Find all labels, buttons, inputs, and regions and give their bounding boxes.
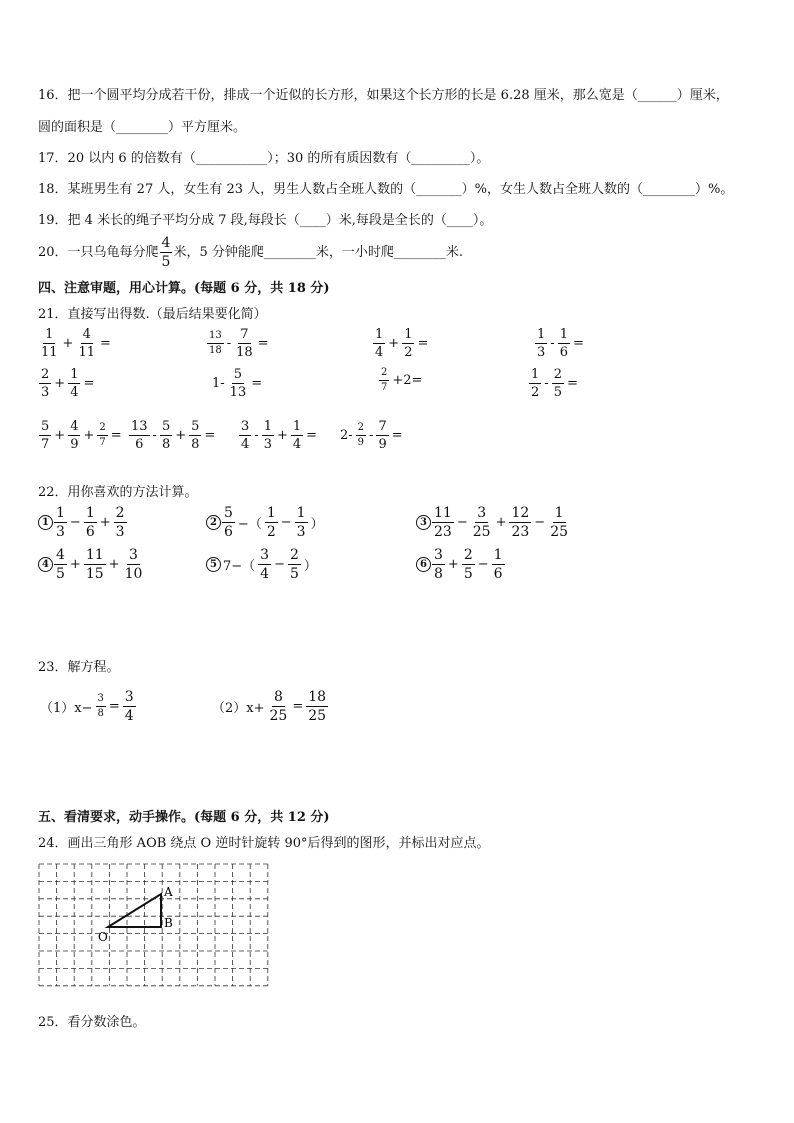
fraction: $\frac{4}{11}$ bbox=[78, 327, 95, 360]
q17: 17．20 以内 6 的倍数有（___________）；30 的所有质因数有（_________）。 bbox=[38, 151, 490, 166]
fraction: $\frac{3}{25}$ bbox=[472, 505, 491, 540]
fraction: $\frac{12}{23}$ bbox=[511, 505, 530, 540]
q24: 24．画出三角形 AOB 绕点 O 逆时针旋转 90°后得到的图形，并标出对应点。 bbox=[38, 836, 490, 851]
fraction: $\frac{1}{4}$ bbox=[292, 419, 302, 452]
q25: 25．看分数涂色。 bbox=[38, 1015, 146, 1030]
fraction: $\frac{2}{7}$ bbox=[99, 422, 106, 448]
q21-r1-p1: $\frac{1}{11}$ + $\frac{4}{11}$ = bbox=[41, 327, 111, 360]
q20-pre: 20．一只乌龟每分爬 bbox=[38, 245, 159, 260]
fraction: $\frac{11}{23}$ bbox=[434, 505, 452, 540]
fraction: $\frac{1}{6}$ bbox=[493, 547, 503, 582]
q22-p1: 1 $\frac{1}{3}$ − $\frac{1}{6}$ + $\frac{2}{3}$ bbox=[38, 506, 128, 539]
q23-eq2: （2）x+ $\frac{8}{25}$ = $\frac{18}{25}$ bbox=[212, 689, 327, 724]
q16-line2: 圆的面积是（________）平方厘米。 bbox=[38, 120, 247, 135]
q21-r3-p4: 2- $\frac{2}{9}$ - $\frac{7}{9}$ = bbox=[340, 419, 403, 452]
q22-p2: 2 $\frac{5}{6}$ −（ $\frac{1}{2}$ − $\frac{1}{3}$ ） bbox=[206, 506, 326, 539]
fraction: $\frac{5}{8}$ bbox=[191, 419, 200, 452]
fraction: $\frac{5}{7}$ bbox=[41, 419, 50, 452]
section-5-heading: 五、看清要求，动手操作。(每题 6 分，共 12 分) bbox=[38, 810, 330, 825]
section-4-heading: 四、注意审题，用心计算。(每题 6 分，共 18 分) bbox=[38, 281, 330, 296]
fraction: $\frac{1}{4}$ bbox=[375, 327, 384, 360]
q16-line1: 16．把一个圆平均分成若干份，排成一个近似的长方形，如果这个长方形的长是 6.28 厘米，那么宽是（______）厘米， bbox=[38, 88, 729, 103]
q21-r1-p4: $\frac{1}{3}$ - $\frac{1}{6}$ = bbox=[537, 327, 584, 360]
fraction: $\frac{7}{18}$ bbox=[236, 327, 253, 360]
fraction: $\frac{1}{25}$ bbox=[550, 505, 569, 540]
fraction: $\frac{3}{4}$ bbox=[241, 419, 250, 452]
q23-eq1: （1）x− $\frac{3}{8}$ = $\frac{3}{4}$ bbox=[40, 689, 134, 724]
fraction: $\frac{3}{4}$ bbox=[124, 689, 134, 724]
fraction: $\frac{1}{2}$ bbox=[404, 327, 413, 360]
fraction: $\frac{1}{3}$ bbox=[296, 505, 306, 540]
label-o: O bbox=[98, 930, 108, 944]
rotation-grid bbox=[38, 863, 270, 995]
fraction: $\frac{4}{5}$ bbox=[56, 547, 65, 582]
q21-r2-p1: $\frac{2}{3}$ + $\frac{1}{4}$ = bbox=[41, 367, 95, 400]
fraction: $\frac{3}{10}$ bbox=[124, 547, 143, 582]
fraction: $\frac{1}{4}$ bbox=[70, 367, 79, 400]
q21-r3-p2: $\frac{13}{6}$ - $\frac{5}{8}$ + $\frac{5}{8}$ = bbox=[131, 419, 216, 452]
fraction: $\frac{2}{5}$ bbox=[553, 367, 562, 400]
q20-post: 米，5 分钟能爬________米，一小时爬________米. bbox=[173, 245, 464, 260]
fraction: $\frac{2}{5}$ bbox=[290, 547, 299, 582]
fraction: $\frac{1}{3}$ bbox=[537, 327, 546, 360]
label-a: A bbox=[164, 885, 173, 899]
fraction: $\frac{2}{7}$ bbox=[381, 367, 388, 393]
q21-r3-p3: $\frac{3}{4}$ - $\frac{1}{3}$ + $\frac{1}{4}$ = bbox=[241, 419, 318, 452]
fraction: $\frac{2}{3}$ bbox=[41, 367, 50, 400]
fraction: $\frac{5}{6}$ bbox=[224, 505, 233, 540]
q22-p5: 5 7−（ $\frac{3}{4}$ − $\frac{2}{5}$ ） bbox=[206, 548, 319, 581]
fraction: $\frac{8}{25}$ bbox=[269, 689, 288, 724]
circled-number: 2 bbox=[206, 515, 221, 530]
fraction: $\frac{5}{13}$ bbox=[229, 367, 247, 400]
q19: 19．把 4 米长的绳子平均分成 7 段,每段长（____）米,每段是全长的（____）。 bbox=[38, 213, 493, 228]
q21-r2-p3: $\frac{2}{7}$ +2= bbox=[381, 367, 423, 393]
q21-r3-p1: $\frac{5}{7}$ + $\frac{4}{9}$ + $\frac{2}{7}$ = bbox=[41, 419, 122, 452]
q23-title: 23．解方程。 bbox=[38, 660, 120, 675]
q22-title: 22．用你喜欢的方法计算。 bbox=[38, 485, 198, 500]
q20 bbox=[38, 236, 463, 269]
q22-p6: 6 $\frac{3}{8}$ + $\frac{2}{5}$ − $\frac{1}{6}$ bbox=[416, 548, 506, 581]
q18: 18．某班男生有 27 人，女生有 23 人，男生人数占全班人数的（_______）%，女生人数占全班人数的（________）%。 bbox=[38, 182, 734, 197]
fraction: $\frac{1}{2}$ bbox=[266, 505, 276, 540]
circled-number: 6 bbox=[416, 557, 431, 572]
fraction: $\frac{13}{6}$ bbox=[131, 419, 148, 452]
fraction: $\frac{3}{4}$ bbox=[260, 547, 270, 582]
fraction: $\frac{1}{3}$ bbox=[263, 419, 272, 452]
fraction: $\frac{1}{3}$ bbox=[56, 505, 65, 540]
fraction: $\frac{1}{11}$ bbox=[41, 327, 58, 360]
fraction: $\frac{2}{9}$ bbox=[357, 422, 365, 448]
q20-fraction: $\frac{4}{5}$ bbox=[161, 235, 171, 270]
fraction: $\frac{18}{25}$ bbox=[308, 689, 327, 724]
fraction: $\frac{7}{9}$ bbox=[378, 419, 387, 452]
q21-title: 21．直接写出得数.（最后结果要化简） bbox=[38, 307, 267, 322]
q22-p3: 3 $\frac{11}{23}$ − $\frac{3}{25}$ + $\frac{12}{23}$ − $\frac{1}{25}$ bbox=[416, 506, 571, 539]
fraction: $\frac{4}{9}$ bbox=[70, 419, 79, 452]
fraction: $\frac{1}{6}$ bbox=[559, 327, 568, 360]
circled-number: 3 bbox=[416, 515, 431, 530]
fraction: $\frac{3}{8}$ bbox=[97, 693, 104, 719]
fraction: $\frac{2}{3}$ bbox=[115, 505, 125, 540]
fraction: $\frac{1}{2}$ bbox=[531, 367, 540, 400]
fraction: $\frac{3}{8}$ bbox=[434, 547, 443, 582]
circled-number: 4 bbox=[38, 557, 53, 572]
q21-r2-p4: $\frac{1}{2}$ - $\frac{2}{5}$ = bbox=[531, 367, 578, 400]
q21-r2-p2: 1- $\frac{5}{13}$ = bbox=[212, 367, 263, 400]
fraction: $\frac{1}{6}$ bbox=[85, 505, 95, 540]
fraction: $\frac{5}{8}$ bbox=[161, 419, 171, 452]
circled-number: 5 bbox=[206, 557, 221, 572]
label-b: B bbox=[164, 916, 173, 930]
fraction: $\frac{11}{15}$ bbox=[85, 547, 104, 582]
fraction: $\frac{2}{5}$ bbox=[463, 547, 473, 582]
fraction: $\frac{13}{18}$ bbox=[209, 330, 222, 356]
q21-r1-p3: $\frac{1}{4}$ + $\frac{1}{2}$ = bbox=[375, 327, 429, 360]
q21-r1-p2: $\frac{13}{18}$ - $\frac{7}{18}$ = bbox=[209, 327, 269, 360]
circled-number: 1 bbox=[38, 515, 53, 530]
q22-p4: 4 $\frac{4}{5}$ + $\frac{11}{15}$ + $\frac{3}{10}$ bbox=[38, 548, 145, 581]
